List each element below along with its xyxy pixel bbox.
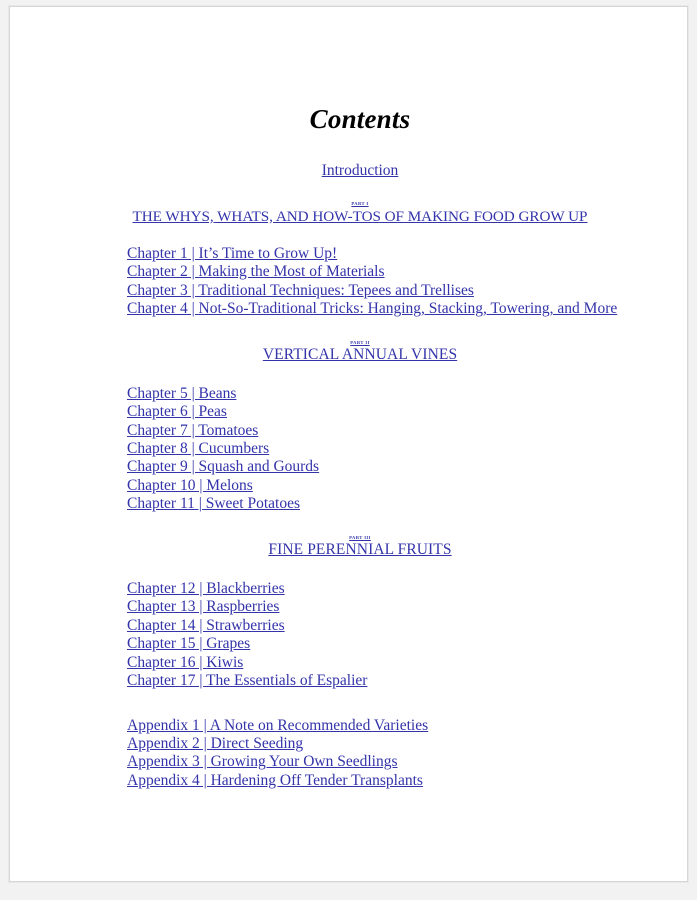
list-item [127,735,623,753]
document-page [9,6,688,882]
list-item [127,245,623,263]
list-item [127,717,623,735]
list-item [127,495,623,513]
list-item [127,477,623,495]
part-title-link-3[interactable]: FINE PERENNIAL FRUITS [268,541,452,559]
toc-link-introduction[interactable]: Introduction [321,161,399,179]
page-content-area [10,7,688,882]
toc-link-appendix-2[interactable]: Appendix 2 | Direct Seeding [127,734,304,752]
toc-link-chapter-6[interactable]: Chapter 6 | Peas [127,403,227,421]
list-item [127,300,623,318]
list-item [127,580,623,598]
list-item [127,282,623,300]
list-item [127,440,623,458]
toc-link-chapter-7[interactable]: Chapter 7 | Tomatoes [127,421,259,439]
list-item [127,635,623,653]
toc-link-chapter-13[interactable]: Chapter 13 | Raspberries [127,598,280,616]
list-item [127,654,623,672]
list-item [127,403,623,421]
list-item [127,772,623,790]
part-label-2: PART II [350,339,370,345]
part-section-3 [105,536,615,560]
appendix-list [127,717,623,791]
part-title-link-2[interactable]: VERTICAL ANNUAL VINES [262,346,458,364]
toc-link-appendix-4[interactable]: Appendix 4 | Hardening Off Tender Transplants [127,771,423,789]
toc-link-chapter-4[interactable]: Chapter 4 | Not-So-Traditional Tricks: Hanging, Stacking, Towering, and More [127,300,618,318]
toc-link-chapter-5[interactable]: Chapter 5 | Beans [127,384,237,402]
toc-link-chapter-3[interactable]: Chapter 3 | Traditional Techniques: Tepees and Trellises [127,281,474,299]
toc-link-appendix-1[interactable]: Appendix 1 | A Note on Recommended Varieties [127,716,429,734]
list-item [127,422,623,440]
chapter-list-part-2 [127,385,623,514]
part-label-3: PART III [349,534,371,540]
part-title-link-1[interactable]: THE WHYS, WHATS, AND HOW-TOS OF MAKING FOOD GROW UP [132,207,588,225]
toc-link-chapter-14[interactable]: Chapter 14 | Strawberries [127,616,285,634]
part-section-1 [105,202,615,226]
list-item [127,753,623,771]
part-section-2 [105,341,615,365]
toc-link-chapter-12[interactable]: Chapter 12 | Blackberries [127,579,285,597]
part-label-1: PART I [351,201,369,207]
toc-link-chapter-8[interactable]: Chapter 8 | Cucumbers [127,440,270,458]
toc-link-chapter-11[interactable]: Chapter 11 | Sweet Potatoes [127,495,300,513]
list-item [127,458,623,476]
list-item [127,385,623,403]
table-of-contents [105,7,618,790]
list-item [127,598,623,616]
list-item [127,617,623,635]
toc-link-chapter-15[interactable]: Chapter 15 | Grapes [127,635,251,653]
page-title: Contents [309,104,411,134]
toc-link-appendix-3[interactable]: Appendix 3 | Growing Your Own Seedlings [127,753,398,771]
toc-link-chapter-1[interactable]: Chapter 1 | It’s Time to Grow Up! [127,244,338,262]
list-item [127,263,623,281]
toc-link-chapter-9[interactable]: Chapter 9 | Squash and Gourds [127,458,320,476]
introduction-row [105,162,615,181]
chapter-list-part-3 [127,580,623,691]
chapter-list-part-1 [127,245,623,319]
toc-link-chapter-10[interactable]: Chapter 10 | Melons [127,476,253,494]
toc-link-chapter-16[interactable]: Chapter 16 | Kiwis [127,653,244,671]
toc-link-chapter-17[interactable]: Chapter 17 | The Essentials of Espalier [127,672,368,690]
list-item [127,672,623,690]
toc-link-chapter-2[interactable]: Chapter 2 | Making the Most of Materials [127,263,385,281]
